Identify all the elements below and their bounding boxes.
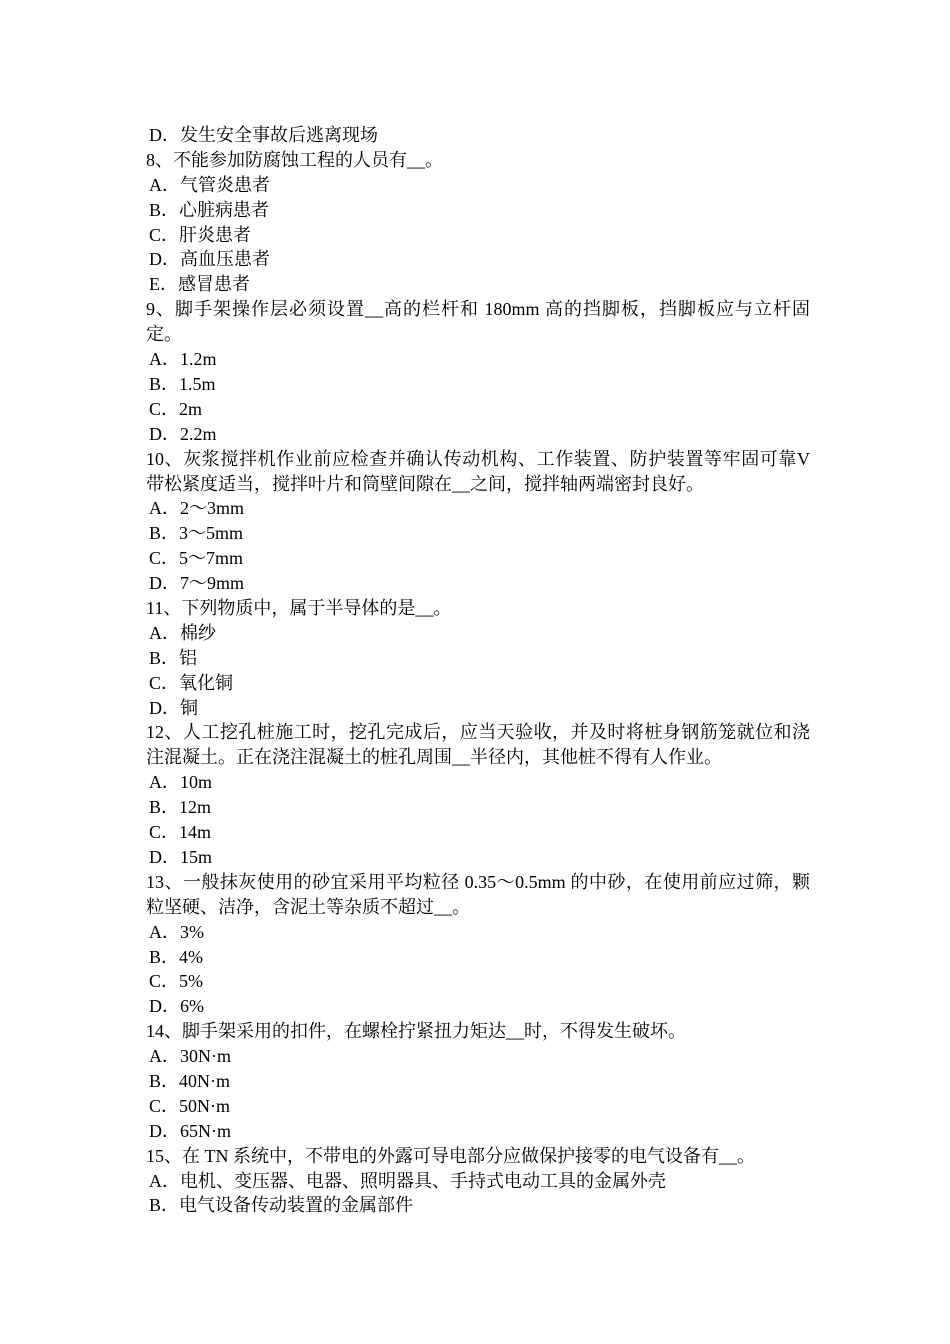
answer-option: D．6% (149, 996, 204, 1017)
question-text: 8、不能参加防腐蚀工程的人员有__。 (146, 149, 443, 170)
answer-option: A．1.2m (149, 349, 217, 370)
answer-option: B．12m (149, 797, 212, 818)
answer-option: D．铜 (149, 697, 198, 718)
question-text: 10、灰浆搅拌机作业前应检查并确认传动机构、工作装置、防护装置等牢固可靠V 带松紧度适当，搅拌叶片和筒壁间隙在__之间，搅拌轴两端密封良好。 (146, 448, 810, 494)
answer-option: C．2m (149, 398, 203, 419)
answer-option: A．2～3mm (149, 498, 245, 519)
answer-option: A．10m (149, 772, 212, 793)
answer-option: A．30N·m (149, 1046, 231, 1067)
answer-option: D．65N·m (149, 1120, 231, 1141)
answer-option: D．2.2m (149, 423, 217, 444)
answer-option: A．3% (149, 921, 204, 942)
answer-option: E．感冒患者 (149, 274, 250, 295)
answer-option: B．电气设备传动装置的金属部件 (149, 1195, 414, 1216)
answer-option: B．40N·m (149, 1071, 230, 1092)
answer-option: C．肝炎患者 (149, 224, 252, 245)
question-text: 11、下列物质中，属于半导体的是__。 (146, 598, 452, 618)
answer-option: A．电机、变压器、电器、照明器具、手持式电动工具的金属外壳 (149, 1170, 666, 1191)
answer-option: B．1.5m (149, 373, 216, 394)
question-text: 15、在 TN 系统中，不带电的外露可导电部分应做保护接零的电气设备有__。 (146, 1145, 755, 1166)
answer-option: C．5～7mm (149, 548, 244, 569)
question-text: 14、脚手架采用的扣件，在螺栓拧紧扭力矩达__时，不得发生破坏。 (146, 1021, 686, 1042)
answer-option: A．气管炎患者 (149, 174, 270, 195)
answer-option: B．4% (149, 946, 203, 967)
answer-option: C．氧化铜 (149, 672, 234, 693)
answer-option: D．发生安全事故后逃离现场 (149, 125, 378, 145)
answer-option: B．铝 (149, 647, 198, 668)
answer-option: B．心脏病患者 (149, 199, 270, 220)
answer-option: D．高血压患者 (149, 249, 270, 270)
answer-option: A．棉纱 (149, 622, 216, 643)
answer-option: C．5% (149, 971, 203, 992)
answer-option: C．14m (149, 822, 212, 843)
answer-option: B．3～5mm (149, 523, 244, 544)
answer-option: D．7～9mm (149, 573, 245, 594)
document-body (146, 123, 810, 1218)
question-text: 9、脚手架操作层必须设置__高的栏杆和 180mm 高的挡脚板，挡脚板应与立杆固定。 (146, 299, 810, 345)
answer-option: D．15m (149, 846, 212, 867)
answer-option: C．50N·m (149, 1095, 230, 1116)
question-text: 13、一般抹灰使用的砂宜采用平均粒径 0.35～0.5mm 的中砂，在使用前应过筛，颗粒坚硬、洁净，含泥土等杂质不超过__。 (146, 871, 810, 917)
question-text: 12、人工挖孔桩施工时，挖孔完成后，应当天验收，并及时将桩身钢筋笼就位和浇注混凝土。正在浇注混凝土的桩孔周围__半径内，其他桩不得有人作业。 (146, 722, 810, 768)
